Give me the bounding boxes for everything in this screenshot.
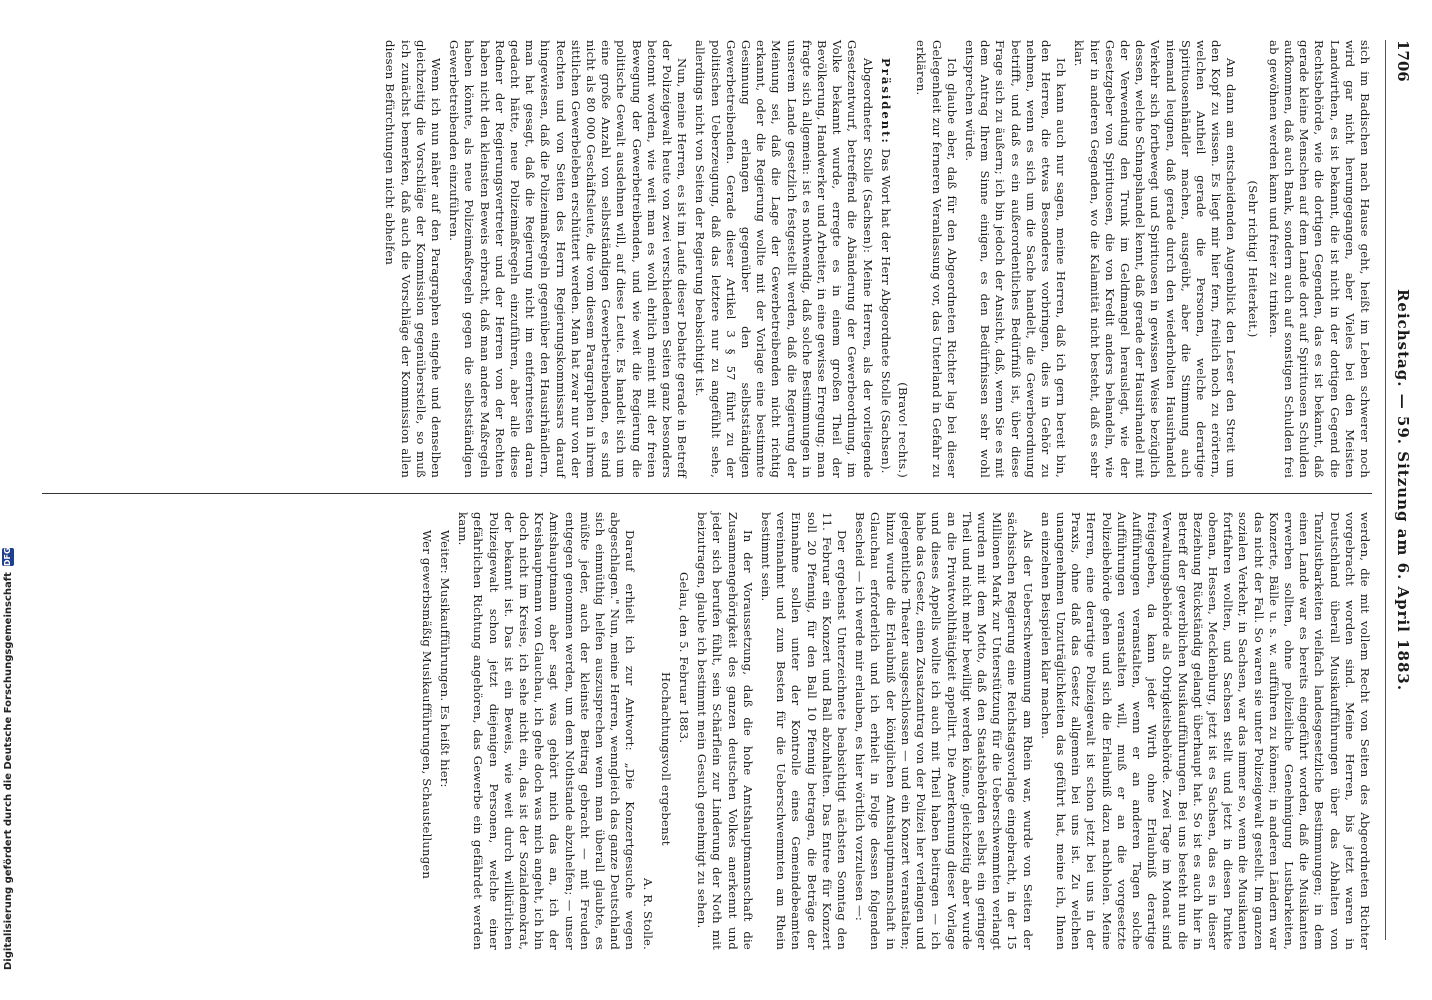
paragraph: Als der Ueberschwemmung am Rhein war, wurde von Seiten der sächsischen Regierung eine Reichstagsvorlage eingebracht, in der 15 Millionen Mark zur Unterstützung für die Ueberschwemmten verlangt wurden mit dem Motto, daß den Staatsbehörden selbst ein geringer Theil und nicht mehr bewilligt werden könne, gleichzeitig aber wurde an die Privatwohlthätigkeit appellirt. Die Anerkennung dieser Vorlage und dieses Appells wollte ich auch mit Theil haben beitragen — ich habe das Gesetz, einen Zusatzantrag von der Polizei her verlangen und gelegentliche Theater ausgeschlossen — und ein Konzert veranstalten; hinzu wurde die Erlaubniß der königlichen Amtshauptmannschaft in Glauchau erforderlich und ich erhielt in Folge dessen folgenden Bescheid — ich werde mir erlauben, es hier wörtlich vorzulesen —:	[853, 512, 1035, 950]
letter-closing: Hochachtungsvoll ergebenst	[658, 672, 673, 846]
page-header	[1390, 40, 1412, 940]
paragraph: Ich kann auch nur sagen, meine Herren, daß ich gern bereit bin, den Herren, die etwas Besonderes vorbringen, dies in Gehör zu nehmen, wenn es sich um die Sache handelt, die Gewerbeordnung betrifft, und daß es ein außerordentliches Bedürfniß ist, über diese Frage sich zu äußern; ich bin jedoch der Ansicht, daß, wenn Sie es mit dem Antrag Ihrem Sinne einigen, es den Bedürfnissen sehr wohl entsprechen würde.	[962, 40, 1069, 478]
paragraph: Nun, meine Herren, es ist im Laufe dieser Debatte gerade in Betreff der Polizeigewalt heute von zwei verschiedenen Seiten ganz besonders betonnt worden, wie weit man es wohl ehrlich meint mit der freien Bewegung der Gewerbetreibenden, und wie weit die Regierung die politische Gewalt ausdehnen will, auf diese Leute. Es handelt sich um eine große Anzahl von selbstständigen Gewerbetreibenden, es sind nicht als 80 000 Geschäftsleute, die vom diesem Paragraphen in ihrem sittlichen Gewerbeleben erschüttert werden. Man hat zwar nur von der Rechten und von Seiten des Herrn Regierungskommissars darauf hingewiesen, daß die Polizeimaßregeln gegenüber den Hausirhändlern, man hat gesagt, daß die Regierung nicht im entferntesten daran gedacht hätte, neue Polizeimaßregeln einzuführen, aber alle diese Redner der Regierungsvertreter und der Herren von der Rechten haben nicht den kleinsten Beweis erbracht, daß man andere Maßregeln haben könnte, als neue Polizeimaßregeln gegen die selbstständigen Gewerbetreibenden einzuführen.	[447, 40, 690, 478]
paragraph: sich im Badischen nach Hause geht, heißt im Leben schwerer noch wird gar nicht herumgegangen, aber Vieles bei den Meisten Landwirthen, es ist bekannt, die ist nicht in der dortigen Gegend die Rechtsbehörde, wie die dortigen Gegenden, das es ist bekannt, daß gerade kleine Menschen auf dem Lande dort auf Spirituosen Schulden aufkommen, daß auch Bank, sondern auch auf sonstigen Schulden frei ab gewöhnen werden kann und freier zu trinken.	[1266, 40, 1372, 478]
quoted-letter: In der Voraussetzung, daß die hohe Amtshauptmannschaft die Zusammengehörigkeit des ganzen deutschen Volkes anerkennt und jeder sich berufen fühlt, sein Schärflein zur Linderung der Noth mit beizutragen, glaube ich bestimmt mein Gesuch genehmigt zu sehen.	[695, 512, 755, 950]
header-rule	[1385, 40, 1386, 940]
letter-signature: A. R. Stolle.	[640, 878, 655, 950]
paragraph: werden, die mit vollem Recht von Seiten des Abgeordneten Richter vorgebracht worden sind. Meine Herren, bis jetzt waren in Deutschland überall Musikaufführungen über das Abhalten von Tanzlustbarkeiten vielfach landesgesetzliche Bestimmungen; in dem einen Lande war es bereits eingeführt worden, daß die Musikanten erwerben sollten, ohne polizeiliche Genehmigung Lustbarkeiten, Konzerte, Bälle u. s. w. aufführen zu können; in anderen Ländern war das nicht der Fall. So waren sie unter Polizeigewalt gestellt. Im ganzen sozialen Verkehr, in Sachsen, war das immer so, wenn die Musikanten fortfahren wollten, und Sachsen stellt und jetzt in diesen Punkte obenan, Hessen, Mecklenburg, jetzt ist es Sachsen, das es in dieser Beziehung Rückständig gelangt überhaupt hat. So ist es auch hier in Betreff der gewerblichen Musikaufführungen. Bei uns besteht nun die Verwaltungsbehörde als Obrigkeitsbehörde. Zwei Tage im Monat sind freigegeben, da kann jeder Wirth ohne Erlaubniß derartige Aufführungen veranstalten, wenn er an anderen Tagen solche Aufführungen veranstalten will, muß er an die vorgesetzte Polizeibehörde gehen und sich die Erlaubniß dazu nachholen. Meine Herren, eine derartige Polizeigewalt ist schon jetzt bei uns in der Praxis, ohne daß das Gesetz allgemein bei uns ist. Zu welchen unangenehmen Unzuträglichkeiten das geführt hat, meine ich, Ihnen an einzelnen Beispielen klar machen.	[1038, 512, 1372, 950]
paragraph: Darauf erhielt ich zur Antwort: „Die Konzertgesuche wegen abgeschlagen." Nun, meine Herren, wenngleich das ganze Deutschland sich einmüthig helfen auszusprechen wenn man überall glaubte, es müßte jeder, auch der kleinste Beitrag gebracht — mit Freuden entgegen genommen werden, um dem Nothstande abzuhelfen; — unser Amtshauptmann aber sagt was gehört mich das an, ich der Kreishauptmann von Glauchau, ich gehe doch was mich angeht, ich bin doch nicht im Kreise, ich sehe nicht ein, das ist der Sozialdemokrat, der bekannt ist. Das ist ein Beweis, wie weit durch willkürlichen Polizeigewalt schon jetzt diejenigen Personen, welche einer gefährlichen Richtung angehören, das Gewerbe ein gefährdet werden kann.	[456, 512, 638, 950]
speaker-text: Das Wort hat der Herr Abgeordnete Stolle (Sachsen).	[878, 144, 893, 474]
letter-date: Gelau, den 5. Februar 1883.	[677, 572, 692, 744]
rotated-document-page	[32, 0, 1432, 1000]
paragraph: Ich glaube aber, daß für den Abgeordneten Richter lag bei dieser Gelegenheit zur ferneren Veranlassung vor, das Unterland in Gefahr zu erklären.	[914, 40, 959, 478]
paragraph: Wenn ich nun näher auf den Paragraphen eingehe und denselben gleichzeitig die Vorschläge der Kommission gegenüberstelle, so muß ich zunächst bemerken, daß auch die Vorschläge der Kommission allen diesen Befürchtungen nicht abhelfen	[383, 40, 444, 478]
paragraph: Weiter: Musikaufführungen. Es heißt hier:	[438, 530, 453, 788]
speaker-label: Präsident:	[878, 58, 893, 145]
dfg-logo: DFG	[3, 547, 12, 567]
credit-text: Digitalisierung gefördert durch die Deutsche Forschungsgemeinschaft	[2, 572, 14, 970]
page-number: 1706	[1394, 40, 1412, 82]
quoted-letter: Der ergebenst Unterzeichnete beabsichtigt nächsten Sonntag den 11. Februar ein Konzert und Ball abzuhalten. Das Entree für Konzert soll 20 Pfennig, für den Ball 10 Pfennig betragen, die Beträge der Einnahme sollen unter der Kontrolle eines Gemeindebeamten vereinnahmt und zum Besten für die Ueberschwemmten am Rhein bestimmt sein.	[759, 512, 850, 950]
paragraph: Am dann am entscheidenden Augenblick den Leser den Streit um den Kopf zu wissen. Es liegt mir hier fern, freilich noch zu erörtern, welchen Antheil gerade die Personen, welche derartige Spirituosenhändler machen, ausgeübt, aber die Stimmung auch niemand leugnen, daß gerade durch den wiederholten Hausirhandel Verkehr sich fortbewegt und Spirituosen in gewissen Weise bezüglich dessen, welche Schnapshandel kennt, daß gerade der Hausirhandel mit der Verwendung den Trunk im Geldmangel herauslegt, wie der Gesetzgeber von Spirituosen, die von Kredit anders behandeln, wie hier in anderen Gegenden, wo die Kalamität nicht besteht, daß es sehr klar.	[1072, 40, 1239, 478]
interjection: (Sehr richtig! Heiterkeit.)	[1245, 180, 1260, 338]
left-column	[379, 40, 1372, 478]
right-column	[416, 512, 1372, 950]
speaker-paragraph	[878, 40, 893, 478]
page-title: Reichstag. — 59. Sitzung am 6. April 1883.	[1394, 288, 1412, 692]
paragraph: Wer gewerbsmäßig Musikaufführungen, Schaustellungen	[419, 530, 434, 880]
paragraph: Abgeordneter Stolle (Sachsen): Meine Herren, als der vorliegende Gesetzentwurf, betreffend die Abänderung der Gewerbeordnung, im Volke bekannt wurde, erregte es in einem großen Theil der Bevölkerung, Handwerker und Arbeiter, in eine gewisse Erregung; man fragte sich allgemein: ist es nothwendig, daß solche Bestimmungen in unserem Lande gesetzlich festgestellt werden, daß die Regierung der Meinung sei, daß die Lage der Gewerbetreibenden nicht richtig erkannt, oder die Regierung wollte mit der Vorlage eine bestimmte Gesinnung erlangen gegenüber den selbstständigen Gewerbetreibenden. Gerade dieser Artikel 3 § 57 führt zu der politischen Ueberzeugung, daß das letztere nur zu angefühlt sehe, allerdings nicht von Seiten der Regierung beabsichtigt ist.	[693, 40, 875, 478]
column-divider	[42, 493, 1372, 494]
interjection: (Bravo! rechts.)	[896, 382, 911, 478]
digitization-credit	[0, 0, 16, 1000]
